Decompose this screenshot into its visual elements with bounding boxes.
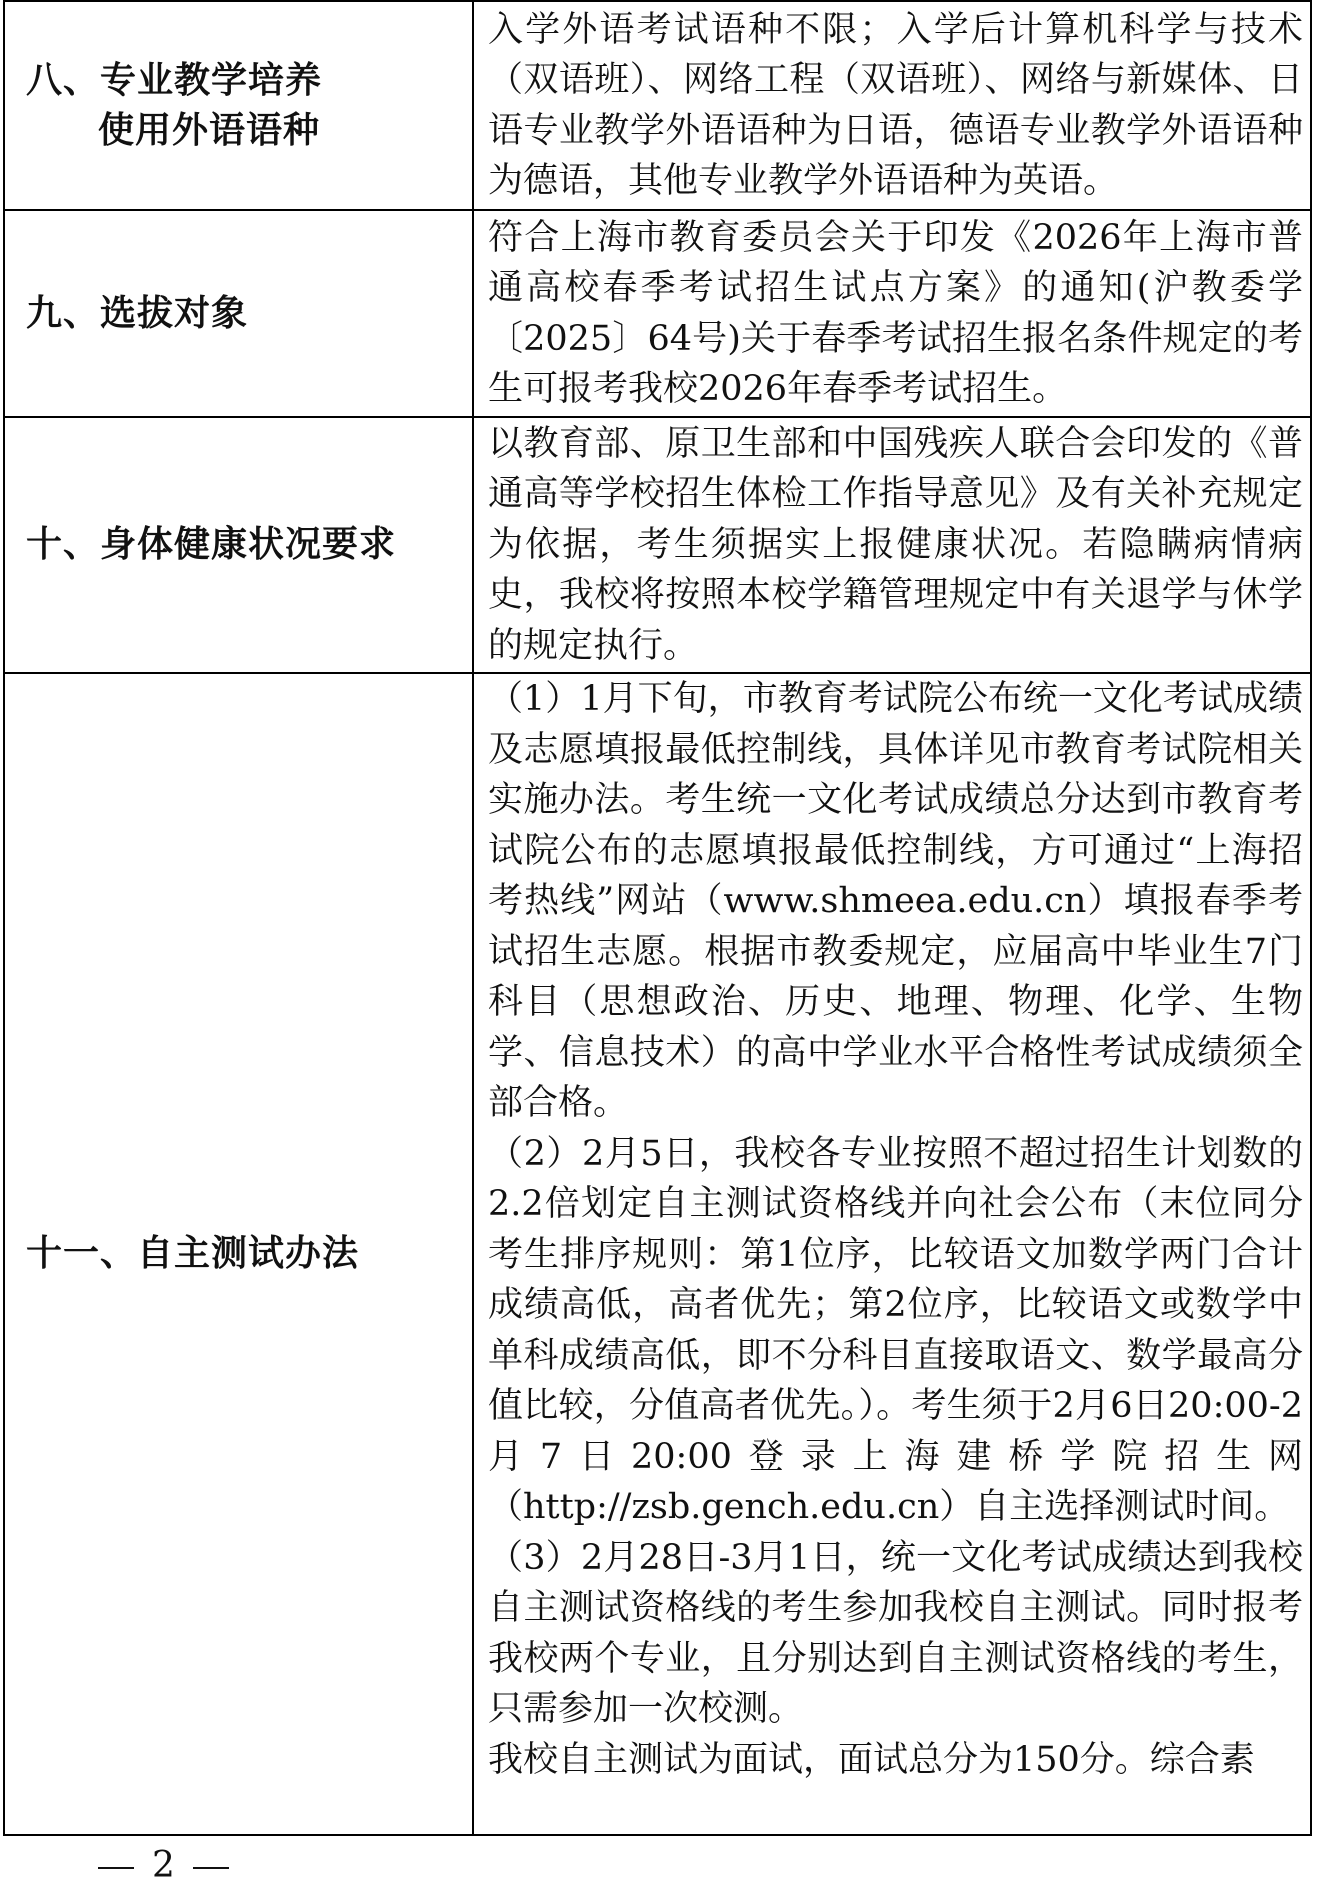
row-content (473, 673, 1311, 1835)
heading-line: 十、身体健康状况要求 (26, 524, 397, 565)
content-paragraph: 以教育部、原卫生部和中国残疾人联合会印发的《普通高等学校招生体检工作指导意见》及有关补充规定为依据，考生须据实上报健康状况。若隐瞒病情病史，我校将按照本校学籍管理规定中有关退学与休学的规定执行。 (488, 423, 1303, 666)
table-row-selection-target (4, 210, 1311, 417)
row-heading (4, 1, 473, 210)
page-number: 2 (152, 1845, 175, 1886)
page-footer (80, 1846, 247, 1886)
table-row-independent-test (4, 673, 1311, 1835)
footer-dash-left (98, 1867, 134, 1869)
heading-line: 使用外语语种 (98, 109, 321, 151)
row-heading (4, 673, 473, 1835)
table-row-health-requirements (4, 417, 1311, 673)
content-paragraph: 符合上海市教育委员会关于印发《2026年上海市普通高校春季考试招生试点方案》的通知(沪教委学〔2025〕64号)关于春季考试招生报名条件规定的考生可报考我校2026年春季考试招生。 (488, 217, 1303, 409)
row-content (473, 210, 1311, 417)
row-content (473, 417, 1311, 673)
row-heading (4, 417, 473, 673)
content-paragraph: 我校自主测试为面试，面试总分为150分。综合素 (488, 1739, 1255, 1780)
content-paragraph: （1）1月下旬，市教育考试院公布统一文化考试成绩及志愿填报最低控制线，具体详见市教育考试院相关实施办法。考生统一文化考试成绩总分达到市教育考试院公布的志愿填报最低控制线，方可通过“上海招考热线”网站（www.shmeea.edu.cn）填报春季考试招生志愿。根据市教委规定，应届高中毕业生7门科目（思想政治、历史、地理、物理、化学、生物学、信息技术）的高中学业水平合格性考试成绩须全部合格。 (488, 679, 1303, 1123)
heading-line: 十一、自主测试办法 (26, 1233, 360, 1274)
content-paragraph: （3）2月28日-3月1日，统一文化考试成绩达到我校自主测试资格线的考生参加我校自主测试。同时报考我校两个专业，且分别达到自主测试资格线的考生，只需参加一次校测。 (488, 1537, 1303, 1729)
heading-line: 九、选拔对象 (26, 292, 249, 334)
row-heading (4, 210, 473, 417)
heading-line: 八、专业教学培养 (26, 59, 323, 101)
content-paragraph: 入学外语考试语种不限；入学后计算机科学与技术（双语班）、网络工程（双语班）、网络与新媒体、日语专业教学外语语种为日语，德语专业教学外语语种为德语，其他专业教学外语语种为英语。 (488, 9, 1303, 201)
content-paragraph: （2）2月5日，我校各专业按照不超过招生计划数的2.2倍划定自主测试资格线并向社会公布（末位同分考生排序规则：第1位序，比较语文加数学两门合计成绩高低，高者优先；第2位序，比较语文或数学中单科成绩高低，即不分科目直接取语文、数学最高分值比较，分值高者优先。）。考生须于2月6日20:00-2月7日20:00登录上海建桥学院招生网（http://zsb.gench.edu.cn）自主选择测试时间。 (488, 1133, 1303, 1527)
table-row-foreign-language (4, 1, 1311, 210)
row-content (473, 1, 1311, 210)
footer-dash-right (193, 1867, 229, 1869)
admission-info-table (3, 0, 1312, 1836)
